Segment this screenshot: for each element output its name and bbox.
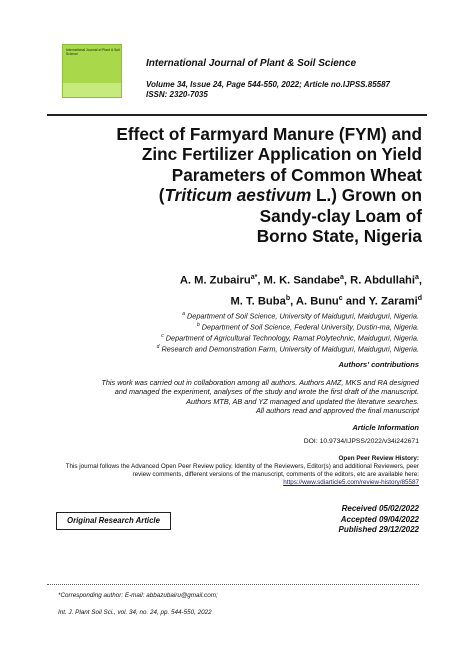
review-line-2: review comments, different versions of the manuscript, comments of the editors, etc are available here: [132,471,419,478]
accepted-date: Accepted 09/04/2022 [340,514,419,524]
affiliation-sup: a [182,311,185,317]
author-name: , A. Bunu [290,295,339,308]
author-sup: d [417,295,422,303]
affiliation-text: Department of Agricultural Technology, Ramat Polytechnic, Maiduguri, Nigeria. [163,333,419,343]
affiliation-text: Research and Demonstration Farm, University of Maiduguri, Maiduguri, Nigeria. [159,344,419,354]
affiliations [47,310,419,354]
review-history-heading: Open Peer Review History: [338,455,419,462]
issn-line: ISSN: 2320-7035 [146,90,208,99]
author-sup: c [338,295,343,303]
affiliation-sup: b [196,321,200,328]
author-sup: a* [250,274,258,281]
affiliation-text: Department of Soil Science, Federal University, Dustin-ma, Nigeria. [199,322,419,332]
title-line-3: Parameters of Common Wheat [171,164,422,185]
article-dates [47,504,419,536]
affiliation-b [47,321,419,332]
title-paren: ( [158,185,165,206]
issue-line: Volume 34, Issue 24, Page 544-550, 2022; Article no.IJPSS.85587 [146,80,390,89]
title-line-5: Sandy-clay Loam of [259,205,422,226]
author-list [47,269,422,311]
review-history-link[interactable]: https://www.sdiarticle5.com/review-history/85587 [283,479,419,486]
author-name: and Y. Zarami [342,295,418,308]
author-sup: b [285,295,291,303]
author-name: M. T. Buba [230,295,286,308]
title-line-1: Effect of Farmyard Manure (FYM) and [116,124,422,144]
title-line-4 [47,185,422,205]
footer-divider [47,584,419,585]
contrib-line-4: All authors read and approved the final manuscript [255,405,419,415]
author-name: , M. K. Sandabe [257,274,341,287]
cover-band [63,83,121,97]
citation-footer: Int. J. Plant Soil Sci., vol. 34, no. 24, pp. 544-550, 2022 [58,609,212,616]
article-type-badge: Original Research Article [56,512,171,530]
article-info-heading: Article Information [352,423,419,432]
author-separator: , [418,274,422,287]
affiliation-d [47,343,419,354]
author-line-2 [47,290,422,311]
affiliation-a [47,310,419,321]
issue-info [146,80,390,100]
author-sup: a [340,274,344,281]
header-rule [47,114,427,116]
published-date: Published 29/12/2022 [338,525,419,534]
author-name: , R. Abdullahi [343,274,415,287]
title-species: Triticum aestivum [164,185,312,206]
review-history-text [47,463,419,487]
contributions-text [47,378,419,415]
author-name: A. M. Zubairu [179,274,251,287]
review-line-1: This journal follows the Advanced Open Peer Review policy. Identity of the Reviewers, Editor(s) and additional Reviewers, peer [65,463,419,470]
contrib-line-3: Authors MTB, AB and YZ managed and updated the literature searches. [186,396,419,406]
journal-name: International Journal of Plant & Soil Science [146,58,357,69]
title-line-2: Zinc Fertilizer Application on Yield [141,144,422,165]
paper-title [47,124,422,246]
affiliation-sup: d [156,343,160,350]
contributions-heading: Authors' contributions [338,360,419,369]
affiliation-c [47,332,419,343]
received-date: Received 05/02/2022 [341,504,419,513]
contrib-line-2: and managed the experiment, analyses of the study and wrote the first draft of the manuscript. [114,387,419,397]
title-line-4-rest: L.) Grown on [311,185,422,206]
author-sup: a [414,274,419,281]
affiliation-text: Department of Soil Science, University of Maiduguri, Maiduguri, Nigeria. [184,311,419,321]
contrib-line-1: This work was carried out in collaboration among all authors. Authors AMZ, MKS and RA designed [101,378,419,387]
title-line-6: Borno State, Nigeria [256,226,422,247]
affiliation-sup: c [161,332,164,339]
doi: DOI: 10.9734/IJPSS/2022/v34i242671 [303,438,419,445]
cover-journal-title: International Journal of Plant & Soil Science [66,48,121,56]
author-line-1 [47,269,422,290]
corresponding-author: *Corresponding author: E-mail: abbazubairu@gmail.com; [58,592,218,599]
journal-cover-thumbnail [62,44,122,98]
